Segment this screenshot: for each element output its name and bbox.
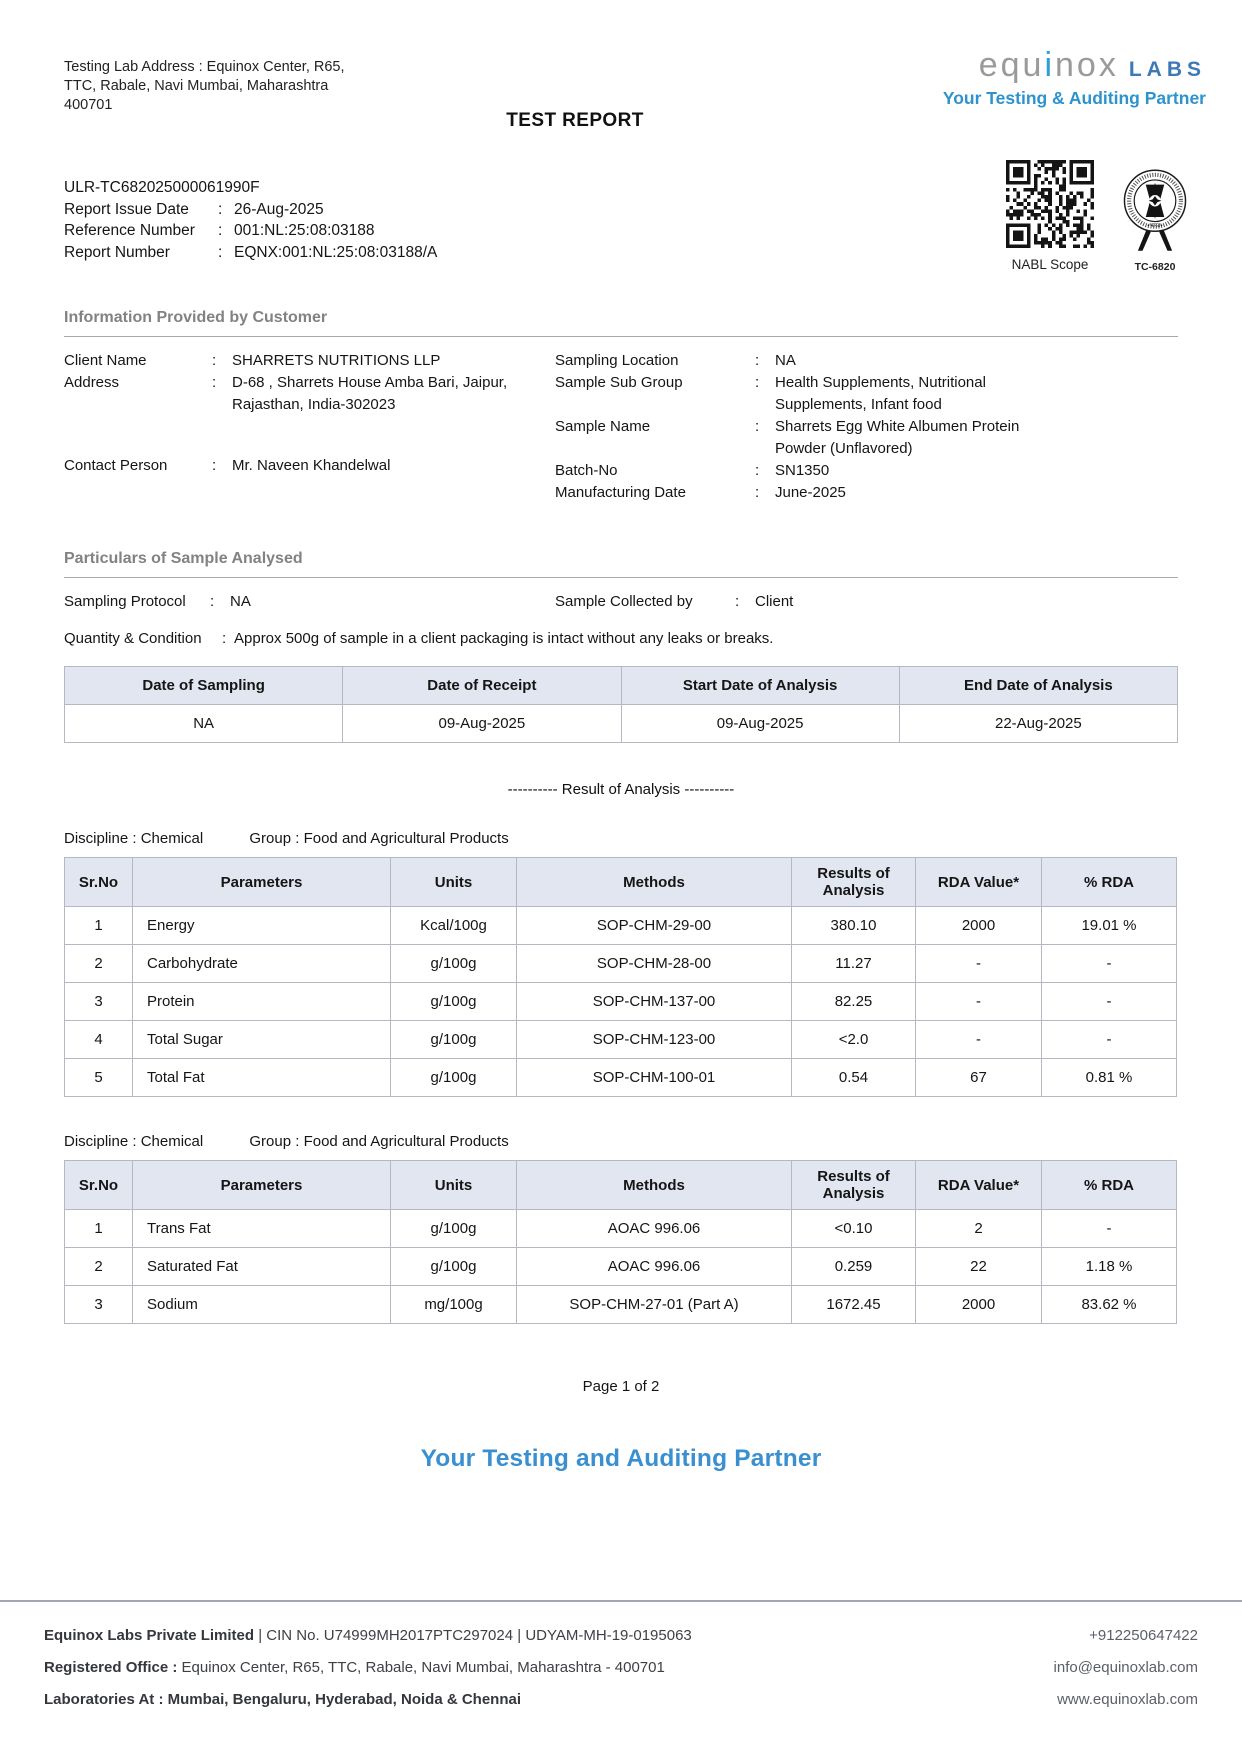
table-cell: - bbox=[1042, 1021, 1177, 1059]
customer-info-right-column bbox=[555, 350, 1178, 504]
lab-address-line: 400701 bbox=[64, 97, 113, 113]
table-cell: g/100g bbox=[391, 945, 517, 983]
page-number: Page 1 of 2 bbox=[582, 1378, 660, 1395]
table-header-row bbox=[65, 667, 1178, 705]
table-row bbox=[65, 1021, 1177, 1059]
table-row bbox=[65, 907, 1177, 945]
page-title: TEST REPORT bbox=[506, 110, 644, 131]
column-header: RDA Value* bbox=[916, 858, 1042, 907]
table-cell: - bbox=[916, 1021, 1042, 1059]
table-cell: SOP-CHM-27-01 (Part A) bbox=[517, 1286, 792, 1324]
table-cell: SOP-CHM-100-01 bbox=[517, 1059, 792, 1097]
table-cell: 3 bbox=[65, 1286, 133, 1324]
table-cell: 09-Aug-2025 bbox=[621, 705, 899, 743]
column-header: Units bbox=[391, 858, 517, 907]
info-row-address: Address : D-68 , Sharrets House Amba Bari, Jaipur, Rajasthan, India-302023 bbox=[64, 374, 508, 413]
column-header: Results of Analysis bbox=[792, 1161, 916, 1210]
table-header-row bbox=[65, 858, 1177, 907]
section-heading-customer-info: Information Provided by Customer bbox=[64, 309, 1178, 337]
table-cell: 19.01 % bbox=[1042, 907, 1177, 945]
table-cell: Total Fat bbox=[133, 1059, 391, 1097]
table-cell: mg/100g bbox=[391, 1286, 517, 1324]
table-cell: 5 bbox=[65, 1059, 133, 1097]
result-table-1 bbox=[64, 857, 1177, 1097]
column-header: Parameters bbox=[133, 858, 391, 907]
discipline-group-line: Discipline : Chemical Group : Food and Agricultural Products bbox=[64, 830, 509, 847]
footer-website: www.equinoxlab.com bbox=[1057, 1691, 1198, 1708]
table-cell: - bbox=[1042, 983, 1177, 1021]
table-cell: 09-Aug-2025 bbox=[343, 705, 621, 743]
table-row bbox=[65, 1286, 1177, 1324]
info-row-manufacturing-date: Manufacturing Date : June-2025 bbox=[555, 484, 846, 501]
analysis-dates-table bbox=[64, 666, 1178, 743]
table-cell: Saturated Fat bbox=[133, 1248, 391, 1286]
table-cell: g/100g bbox=[391, 1021, 517, 1059]
qr-code-label: NABL Scope bbox=[1011, 257, 1089, 272]
table-cell: Total Sugar bbox=[133, 1021, 391, 1059]
column-header: Date of Sampling bbox=[65, 667, 343, 705]
column-header: Methods bbox=[517, 858, 792, 907]
table-cell: 67 bbox=[916, 1059, 1042, 1097]
table-cell: g/100g bbox=[391, 1059, 517, 1097]
column-header: Sr.No bbox=[65, 1161, 133, 1210]
table-cell: 2 bbox=[916, 1210, 1042, 1248]
table-cell: 3 bbox=[65, 983, 133, 1021]
table-row bbox=[65, 705, 1178, 743]
table-cell: - bbox=[1042, 1210, 1177, 1248]
table-cell: Energy bbox=[133, 907, 391, 945]
report-meta-row: Report Number : EQNX:001:NL:25:08:03188/A bbox=[64, 242, 1178, 264]
column-header: % RDA bbox=[1042, 858, 1177, 907]
table-cell: SOP-CHM-123-00 bbox=[517, 1021, 792, 1059]
footer-email: info@equinoxlab.com bbox=[1053, 1659, 1198, 1676]
table-cell: 380.10 bbox=[792, 907, 916, 945]
result-of-analysis-divider: ---------- Result of Analysis ---------- bbox=[507, 781, 735, 798]
sample-collected-by: Sample Collected by : Client bbox=[555, 593, 794, 610]
quantity-condition: Quantity & Condition : Approx 500g of sample in a client packaging is intact without any leaks or breaks. bbox=[64, 630, 774, 647]
lab-address-line: TTC, Rabale, Navi Mumbai, Maharashtra bbox=[64, 78, 329, 94]
column-header: Sr.No bbox=[65, 858, 133, 907]
table-cell: g/100g bbox=[391, 1248, 517, 1286]
table-row bbox=[65, 983, 1177, 1021]
table-cell: 2 bbox=[65, 1248, 133, 1286]
discipline-group-line: Discipline : Chemical Group : Food and Agricultural Products bbox=[64, 1133, 509, 1150]
table-cell: 2 bbox=[65, 945, 133, 983]
table-cell: SOP-CHM-137-00 bbox=[517, 983, 792, 1021]
table-header-row bbox=[65, 1161, 1177, 1210]
info-row-contact-person: Contact Person : Mr. Naveen Khandelwal bbox=[64, 457, 391, 474]
info-row-sample-sub-group: Sample Sub Group : Health Supplements, Nutritional Supplements, Infant food bbox=[555, 374, 986, 413]
table-cell: NA bbox=[65, 705, 343, 743]
seal-inner-text: •भारत• bbox=[1147, 223, 1163, 230]
footer-phone: +912250647422 bbox=[1089, 1627, 1198, 1644]
customer-info-grid bbox=[64, 350, 1178, 504]
nabl-seal-icon bbox=[1118, 166, 1192, 254]
table-cell: 1 bbox=[65, 907, 133, 945]
ulr-number: ULR-TC682025000061990F bbox=[64, 179, 260, 196]
qr-code-icon bbox=[1006, 160, 1094, 248]
table-cell: <2.0 bbox=[792, 1021, 916, 1059]
lab-address bbox=[64, 58, 424, 115]
table-row bbox=[65, 945, 1177, 983]
table-cell: 82.25 bbox=[792, 983, 916, 1021]
table-cell: 1672.45 bbox=[792, 1286, 916, 1324]
table-cell: <0.10 bbox=[792, 1210, 916, 1248]
section-heading-particulars: Particulars of Sample Analysed bbox=[64, 550, 1178, 578]
table-cell: 1 bbox=[65, 1210, 133, 1248]
table-cell: AOAC 996.06 bbox=[517, 1210, 792, 1248]
column-header: End Date of Analysis bbox=[899, 667, 1177, 705]
table-cell: - bbox=[916, 983, 1042, 1021]
column-header: Date of Receipt bbox=[343, 667, 621, 705]
equinox-logo bbox=[943, 46, 1206, 109]
customer-info-left-column bbox=[64, 350, 555, 504]
column-header: Methods bbox=[517, 1161, 792, 1210]
table-cell: 0.81 % bbox=[1042, 1059, 1177, 1097]
column-header: Parameters bbox=[133, 1161, 391, 1210]
table-row bbox=[65, 1059, 1177, 1097]
table-cell: Protein bbox=[133, 983, 391, 1021]
seal-certificate-number: TC-6820 bbox=[1134, 261, 1176, 273]
table-cell: Carbohydrate bbox=[133, 945, 391, 983]
report-number: EQNX:001:NL:25:08:03188/A bbox=[234, 243, 438, 261]
table-cell: 1.18 % bbox=[1042, 1248, 1177, 1286]
info-row-client-name: Client Name : SHARRETS NUTRITIONS LLP bbox=[64, 352, 441, 369]
column-header: Start Date of Analysis bbox=[621, 667, 899, 705]
reference-number: 001:NL:25:08:03188 bbox=[234, 222, 375, 239]
report-meta-row: Report Issue Date : 26-Aug-2025 bbox=[64, 199, 1178, 221]
info-row-batch-no: Batch-No : SN1350 bbox=[555, 462, 830, 479]
table-cell: 83.62 % bbox=[1042, 1286, 1177, 1324]
column-header: Results of Analysis bbox=[792, 858, 916, 907]
table-cell: Kcal/100g bbox=[391, 907, 517, 945]
result-table-2 bbox=[64, 1160, 1177, 1324]
table-cell: AOAC 996.06 bbox=[517, 1248, 792, 1286]
table-cell: g/100g bbox=[391, 1210, 517, 1248]
column-header: RDA Value* bbox=[916, 1161, 1042, 1210]
footer-row-registered-office: Registered Office : Equinox Center, R65, TTC, Rabale, Navi Mumbai, Maharashtra - 400701 info@equinoxlab.com bbox=[44, 1659, 1198, 1676]
table-cell: g/100g bbox=[391, 983, 517, 1021]
footer-tagline: Your Testing and Auditing Partner bbox=[420, 1445, 822, 1472]
table-cell: 22 bbox=[916, 1248, 1042, 1286]
footer-row-company: Equinox Labs Private Limited | CIN No. U74999MH2017PTC297024 | UDYAM-MH-19-0195063 +912250647422 bbox=[44, 1627, 1198, 1644]
table-cell: SOP-CHM-29-00 bbox=[517, 907, 792, 945]
report-issue-date: 26-Aug-2025 bbox=[234, 200, 324, 218]
particulars-row bbox=[64, 591, 1178, 613]
table-cell: Trans Fat bbox=[133, 1210, 391, 1248]
logo-wordmark: equinox bbox=[978, 46, 1119, 84]
column-header: Units bbox=[391, 1161, 517, 1210]
accreditation-stamps bbox=[1006, 160, 1192, 273]
table-row bbox=[65, 1210, 1177, 1248]
report-meta-row: Reference Number : 001:NL:25:08:03188 bbox=[64, 220, 1178, 242]
table-cell: 2000 bbox=[916, 1286, 1042, 1324]
info-row-sampling-location: Sampling Location : NA bbox=[555, 352, 796, 369]
column-header: % RDA bbox=[1042, 1161, 1177, 1210]
table-cell: 0.259 bbox=[792, 1248, 916, 1286]
lab-address-line: Testing Lab Address : Equinox Center, R65, bbox=[64, 59, 345, 75]
table-cell: 11.27 bbox=[792, 945, 916, 983]
sampling-protocol: Sampling Protocol : NA bbox=[64, 593, 251, 610]
table-cell: - bbox=[916, 945, 1042, 983]
table-cell: 4 bbox=[65, 1021, 133, 1059]
info-row-sample-name: Sample Name : Sharrets Egg White Albumen Protein Powder (Unflavored) bbox=[555, 418, 1020, 457]
table-cell: SOP-CHM-28-00 bbox=[517, 945, 792, 983]
logo-labs-text: LABS bbox=[1128, 58, 1206, 81]
table-cell: 22-Aug-2025 bbox=[899, 705, 1177, 743]
table-cell: 2000 bbox=[916, 907, 1042, 945]
table-cell: - bbox=[1042, 945, 1177, 983]
table-cell: Sodium bbox=[133, 1286, 391, 1324]
table-cell: 0.54 bbox=[792, 1059, 916, 1097]
footer-row-laboratories: Laboratories At : Mumbai, Bengaluru, Hyderabad, Noida & Chennai www.equinoxlab.com bbox=[44, 1691, 1198, 1708]
logo-tagline: Your Testing & Auditing Partner bbox=[942, 88, 1206, 108]
table-row bbox=[65, 1248, 1177, 1286]
page-footer bbox=[0, 1600, 1242, 1755]
